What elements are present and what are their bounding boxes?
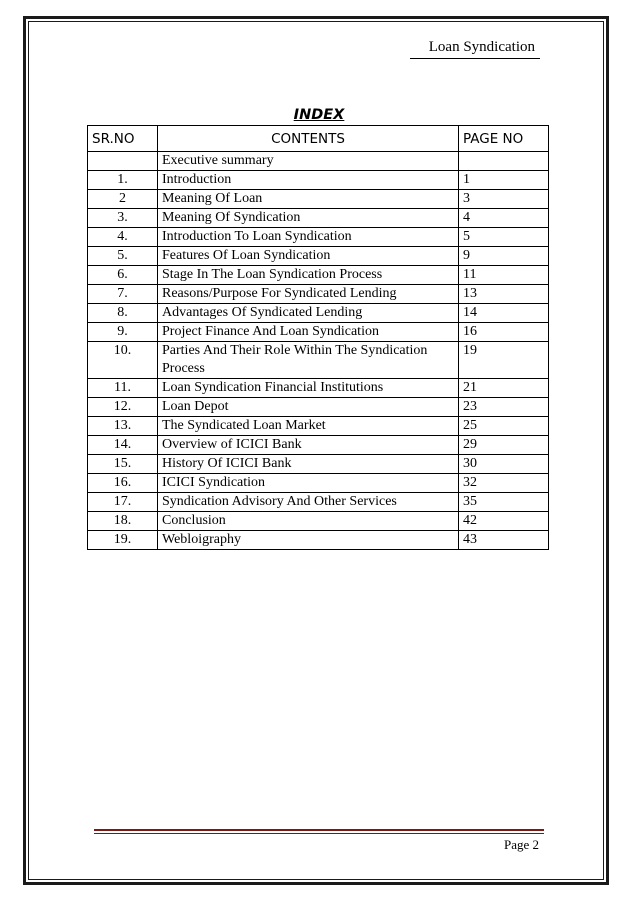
sr-no-cell: 18. — [88, 512, 158, 531]
page-no-cell: 21 — [459, 379, 549, 398]
contents-cell: Introduction To Loan Syndication — [158, 228, 459, 247]
contents-cell: Overview of ICICI Bank — [158, 436, 459, 455]
sr-no-cell: 4. — [88, 228, 158, 247]
table-row — [88, 209, 549, 228]
page-no-cell: 5 — [459, 228, 549, 247]
contents-cell: Executive summary — [158, 152, 459, 171]
sr-no-cell: 19. — [88, 531, 158, 550]
page-no-cell: 11 — [459, 266, 549, 285]
sr-no-cell: 8. — [88, 304, 158, 323]
column-header-sr-no: SR.NO — [88, 126, 158, 152]
contents-cell: Parties And Their Role Within The Syndication Process — [158, 342, 459, 379]
sr-no-cell: 6. — [88, 266, 158, 285]
page-no-cell: 30 — [459, 455, 549, 474]
sr-no-cell: 7. — [88, 285, 158, 304]
contents-cell: Loan Syndication Financial Institutions — [158, 379, 459, 398]
column-header-page-no: PAGE NO — [459, 126, 549, 152]
page-no-cell: 13 — [459, 285, 549, 304]
page-no-cell: 19 — [459, 342, 549, 379]
contents-cell: Project Finance And Loan Syndication — [158, 323, 459, 342]
running-header-title: Loan Syndication — [428, 39, 535, 55]
footer-rule-thin — [94, 833, 544, 834]
contents-cell: Meaning Of Syndication — [158, 209, 459, 228]
contents-cell: Conclusion — [158, 512, 459, 531]
contents-cell: The Syndicated Loan Market — [158, 417, 459, 436]
contents-cell: Syndication Advisory And Other Services — [158, 493, 459, 512]
contents-cell: Meaning Of Loan — [158, 190, 459, 209]
table-row — [88, 531, 549, 550]
page-number: Page 2 — [503, 837, 539, 852]
contents-cell: Features Of Loan Syndication — [158, 247, 459, 266]
page-no-cell: 3 — [459, 190, 549, 209]
contents-cell: ICICI Syndication — [158, 474, 459, 493]
sr-no-cell — [88, 152, 158, 171]
sr-no-cell: 2 — [88, 190, 158, 209]
table-row — [88, 266, 549, 285]
contents-cell: Stage In The Loan Syndication Process — [158, 266, 459, 285]
page-no-cell: 1 — [459, 171, 549, 190]
page-no-cell — [459, 152, 549, 171]
page-no-cell: 29 — [459, 436, 549, 455]
page-no-cell: 42 — [459, 512, 549, 531]
page-no-cell: 16 — [459, 323, 549, 342]
table-row — [88, 152, 549, 171]
table-row — [88, 398, 549, 417]
index-table — [87, 125, 549, 550]
header-underline — [410, 58, 540, 59]
sr-no-cell: 5. — [88, 247, 158, 266]
table-row — [88, 247, 549, 266]
sr-no-cell: 13. — [88, 417, 158, 436]
sr-no-cell: 10. — [88, 342, 158, 379]
table-row — [88, 228, 549, 247]
sr-no-cell: 15. — [88, 455, 158, 474]
index-table-body — [88, 152, 549, 550]
table-row — [88, 171, 549, 190]
contents-cell: Loan Depot — [158, 398, 459, 417]
footer-rule-thick — [94, 829, 544, 831]
table-row — [88, 436, 549, 455]
table-row — [88, 474, 549, 493]
page-no-cell: 43 — [459, 531, 549, 550]
sr-no-cell: 1. — [88, 171, 158, 190]
contents-cell: Advantages Of Syndicated Lending — [158, 304, 459, 323]
page-no-cell: 9 — [459, 247, 549, 266]
table-row — [88, 493, 549, 512]
contents-cell: Reasons/Purpose For Syndicated Lending — [158, 285, 459, 304]
sr-no-cell: 14. — [88, 436, 158, 455]
contents-cell: Introduction — [158, 171, 459, 190]
sr-no-cell: 12. — [88, 398, 158, 417]
table-row — [88, 417, 549, 436]
sr-no-cell: 9. — [88, 323, 158, 342]
page-no-cell: 25 — [459, 417, 549, 436]
table-header-row — [88, 126, 549, 152]
page-no-cell: 23 — [459, 398, 549, 417]
table-row — [88, 285, 549, 304]
sr-no-cell: 16. — [88, 474, 158, 493]
column-header-contents: CONTENTS — [158, 126, 459, 152]
index-heading: INDEX — [293, 107, 345, 123]
contents-cell: Webloigraphy — [158, 531, 459, 550]
page-no-cell: 14 — [459, 304, 549, 323]
contents-cell: History Of ICICI Bank — [158, 455, 459, 474]
table-row — [88, 379, 549, 398]
page-no-cell: 32 — [459, 474, 549, 493]
table-row — [88, 512, 549, 531]
table-row — [88, 455, 549, 474]
page-no-cell: 35 — [459, 493, 549, 512]
table-row — [88, 323, 549, 342]
table-row — [88, 342, 549, 379]
sr-no-cell: 11. — [88, 379, 158, 398]
table-row — [88, 190, 549, 209]
sr-no-cell: 3. — [88, 209, 158, 228]
page-no-cell: 4 — [459, 209, 549, 228]
sr-no-cell: 17. — [88, 493, 158, 512]
table-row — [88, 304, 549, 323]
